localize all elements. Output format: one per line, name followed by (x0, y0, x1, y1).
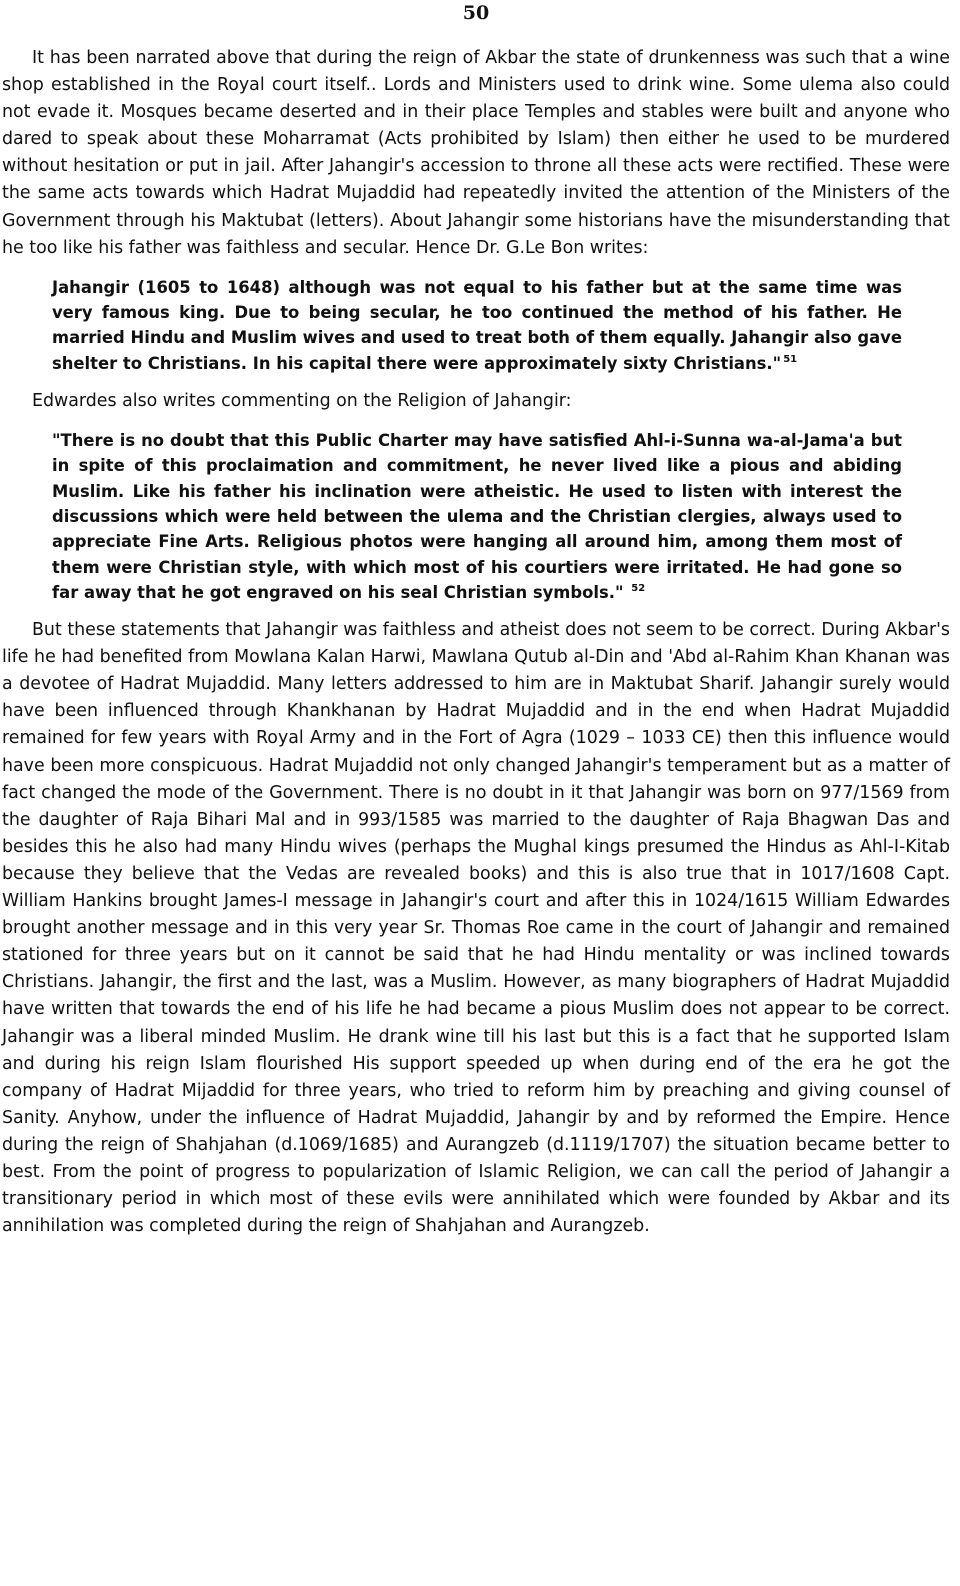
footnote-ref-52: 52 (631, 583, 646, 595)
quote-le-bon (52, 275, 902, 376)
paragraph-jahangir-assessment: But these statements that Jahangir was faithless and atheist does not seem to be correct. During Akbar's life he had benefited from Mowlana Kalan Harwi, Mawlana Qutub al-Din and 'Abd al-Rahim Khan Khanan was a devotee of Hadrat Mujaddid. Many letters addressed to him are in Maktubat Sharif. Jahangir surely would have been influenced through Khankhanan by Hadrat Mujaddid and in the end when Hadrat Mujaddid remained for few years with Royal Army and in the Fort of Agra (1029 – 1033 CE) then this influence would have been more conspicuous. Hadrat Mujaddid not only changed Jahangir's temperament but as a matter of fact changed the mode of the Government. There is no doubt in it that Jahangir was born on 977/1569 from the daughter of Raja Bihari Mal and in 993/1585 was married to the daughter of Raja Bhagwan Das and besides this he also had many Hindu wives (perhaps the Mughal kings presumed the Hindus as Ahl-I-Kitab because they believe that the Vedas are revealed books) and this is also true that in 1017/1608 Capt. William Hankins brought James-I message in Jahangir's court and after this in 1024/1615 William Edwardes brought another message and in this very year Sr. Thomas Roe came in the court of Jahangir and remained stationed for three years but on it cannot be said that he had Hindu mentality or was inclined towards Christians. Jahangir, the first and the last, was a Muslim. However, as many biographers of Hadrat Mujaddid have written that towards the end of his life he had became a pious Muslim does not appear to be correct. Jahangir was a liberal minded Muslim. He drank wine till his last but this is a fact that he supported Islam and during his reign Islam flourished His support speeded up when during end of the era he got the company of Hadrat Mijaddid for three years, who tried to reform him by preaching and giving counsel of Sanity. Anyhow, under the influence of Hadrat Mujaddid, Jahangir by and by reformed the Empire. Hence during the reign of Shahjahan (d.1069/1685) and Aurangzeb (d.1119/1707) the situation became better to best. From the point of progress to popularization of Islamic Religion, we can call the period of Jahangir a transitionary period in which most of these evils were annihilated which were founded by Akbar and its annihilation was completed during the reign of Shahjahan and Aurangzeb. (2, 620, 950, 1237)
paragraph-akbar-drunkenness: It has been narrated above that during the reign of Akbar the state of drunkenness was such that a wine shop established in the Royal court itself.. Lords and Ministers used to drink wine. Some ulema also could not evade it. Mosques became deserted and in their place Temples and stables were built and anyone who dared to speak about these Moharramat (Acts prohibited by Islam) then either he used to be murdered without hesitation or put in jail. After Jahangir's accession to throne all these acts were rectified. These were the same acts towards which Hadrat Mujaddid had repeatedly invited the attention of the Ministers of the Government through his Maktubat (letters). About Jahangir some historians have the misunderstanding that he too like his father was faithless and secular. Hence Dr. G.Le Bon writes: (2, 48, 950, 258)
page-number: 50 (462, 2, 490, 24)
footnote-ref-51: 51 (783, 354, 798, 366)
paragraph-edwardes-intro: Edwardes also writes commenting on the Religion of Jahangir: (32, 390, 572, 411)
quote-edwardes-text: "There is no doubt that this Public Charter may have satisfied Ahl-i-Sunna wa-al-Jama'a but in spite of this proclaimation and commitment, he never lived like a pious and abiding Muslim. Like his father his inclination were atheistic. He used to listen with interest the discussions which were held between the ulema and the Christian clergies, always used to appreciate Fine Arts. Religious photos were hanging all around him, among them most of them were Christian style, with which most of his courtiers were irritated. He had gone so far away that he got engraved on his seal Christian symbols." (52, 431, 902, 602)
quote-le-bon-text: Jahangir (1605 to 1648) although was not equal to his father but at the same time was very famous king. Due to being secular, he too continued the method of his father. He married Hindu and Muslim wives and used to treat both of them equally. Jahangir also gave shelter to Christians. In his capital there were approximately sixty Christians." (52, 277, 902, 373)
quote-edwardes (52, 428, 902, 605)
